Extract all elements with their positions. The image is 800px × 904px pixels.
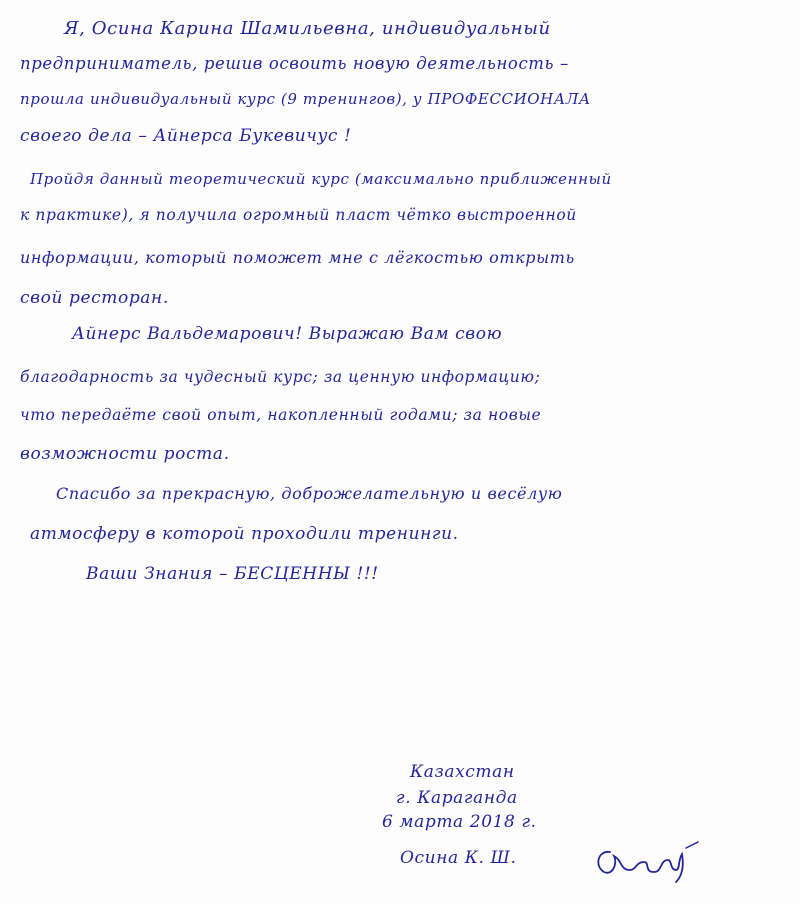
letter-line-3: прошла индивидуальный курс (9 тренингов), у ПРОФЕССИОНАЛА <box>20 90 591 108</box>
letter-line-10: благодарность за чудесный курс; за ценную информацию; <box>20 368 541 386</box>
letter-line-8: свой ресторан. <box>20 288 169 308</box>
footer-name: Осина К. Ш. <box>400 848 517 868</box>
letter-line-5: Пройдя данный теоретический курс (максимально приближенный <box>30 170 612 188</box>
letter-line-14: атмосферу в которой проходили тренинги. <box>30 524 459 544</box>
handwritten-signature <box>592 836 702 886</box>
letter-line-7: информации, который поможет мне с лёгкостью открыть <box>20 248 575 267</box>
footer-country: Казахстан <box>410 762 515 782</box>
footer-city: г. Караганда <box>396 788 518 808</box>
letter-line-11: что передаёте свой опыт, накопленный годами; за новые <box>20 406 542 424</box>
letter-line-12: возможности роста. <box>20 444 230 464</box>
letter-line-2: предприниматель, решив освоить новую деятельность – <box>20 54 569 73</box>
letter-line-6: к практике), я получила огромный пласт чётко выстроенной <box>20 206 577 224</box>
letter-line-13: Спасибо за прекрасную, доброжелательную и весёлую <box>56 484 563 503</box>
letter-line-15: Ваши Знания – БЕСЦЕННЫ !!! <box>86 564 379 584</box>
letter-line-9: Айнерс Вальдемарович! Выражаю Вам свою <box>72 324 503 344</box>
footer-date: 6 марта 2018 г. <box>382 812 537 832</box>
letter-line-4: своего дела – Айнерса Букевичус ! <box>20 126 352 146</box>
letter-line-1: Я, Осина Карина Шамильевна, индивидуальный <box>64 18 551 39</box>
